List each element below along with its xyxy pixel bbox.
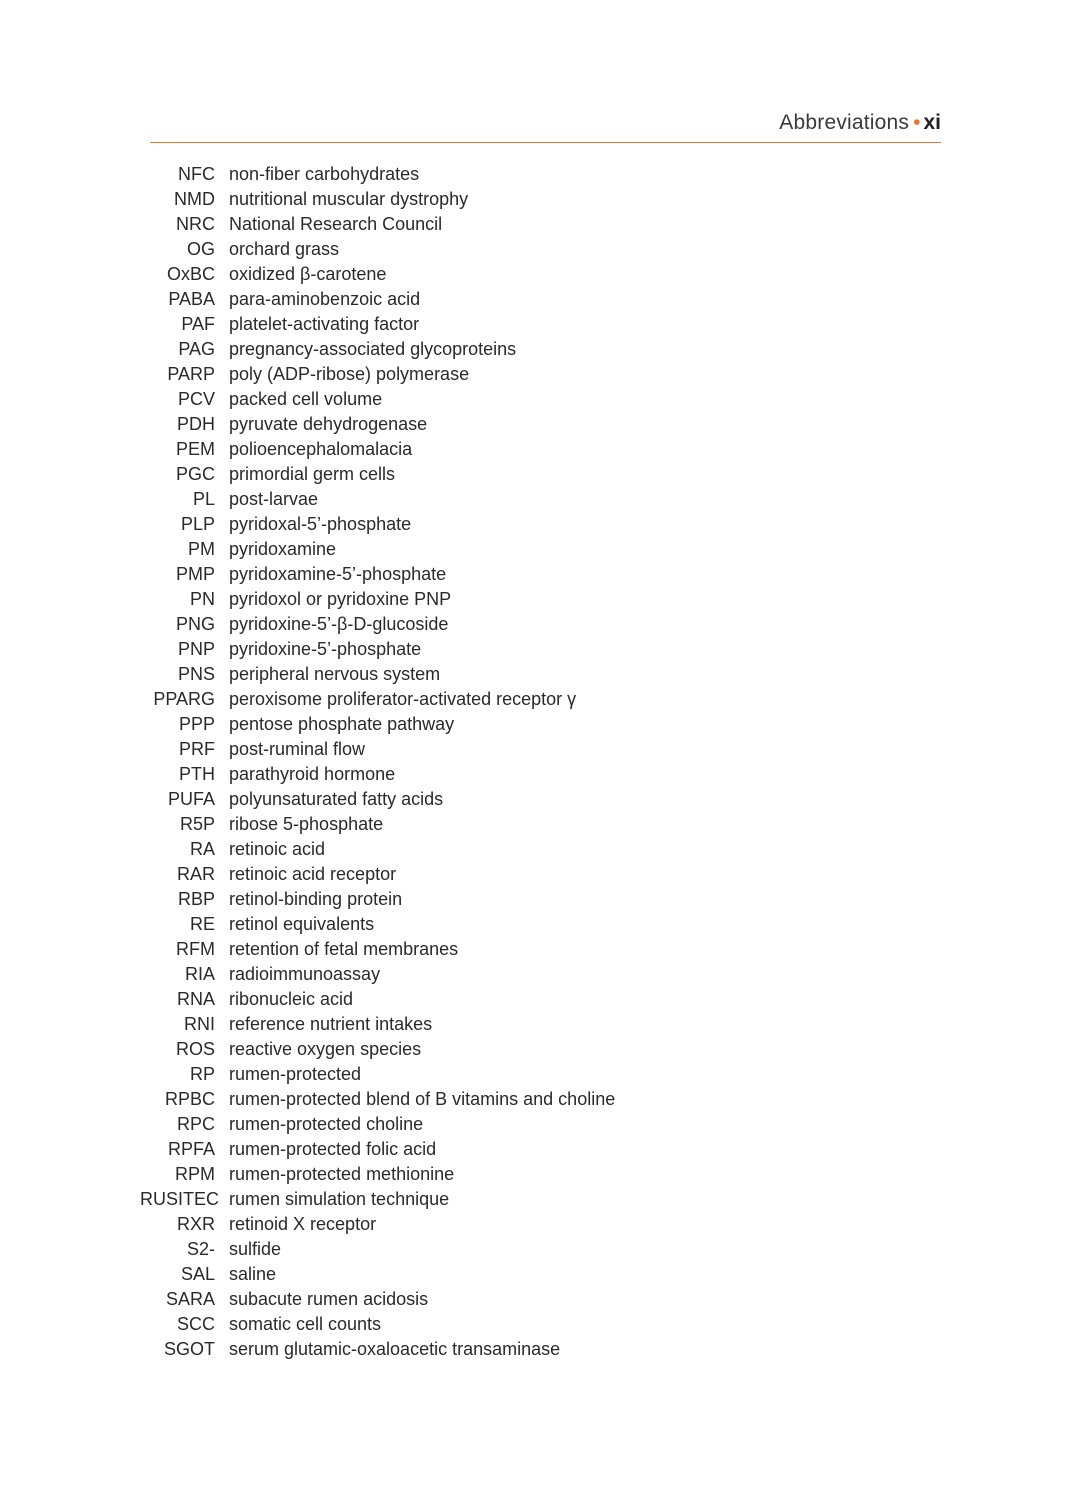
abbreviation-row	[140, 462, 615, 487]
abbreviation-definition: serum glutamic-oxaloacetic transaminase	[229, 1339, 561, 1359]
running-head	[150, 108, 941, 138]
abbreviation-term: RPFA	[167, 1139, 215, 1159]
abbreviation-term: RAR	[176, 864, 215, 884]
abbreviation-definition: primordial germ cells	[229, 464, 396, 484]
abbreviation-term: RPM	[175, 1164, 215, 1184]
abbreviation-definition: nutritional muscular dystrophy	[229, 189, 469, 209]
abbreviation-definition: non-fiber carbohydrates	[229, 164, 420, 184]
abbreviation-definition: retinoid X receptor	[229, 1214, 377, 1234]
abbreviation-row	[140, 637, 615, 662]
abbreviation-row	[140, 337, 615, 362]
abbreviation-definition: orchard grass	[229, 239, 340, 259]
abbreviation-definition: peripheral nervous system	[229, 664, 441, 684]
abbreviation-row	[140, 487, 615, 512]
abbreviation-row	[140, 1187, 615, 1212]
abbreviation-term: PPP	[178, 714, 215, 734]
abbreviation-row	[140, 662, 615, 687]
abbreviation-row	[140, 587, 615, 612]
abbreviation-row	[140, 912, 615, 937]
abbreviation-row	[140, 1062, 615, 1087]
abbreviation-definition: packed cell volume	[229, 389, 383, 409]
abbreviation-definition: rumen-protected methionine	[229, 1164, 455, 1184]
abbreviation-row	[140, 1237, 615, 1262]
abbreviation-definition: parathyroid hormone	[229, 764, 396, 784]
abbreviation-row	[140, 712, 615, 737]
abbreviation-definition: retention of fetal membranes	[229, 939, 459, 959]
abbreviation-row	[140, 212, 615, 237]
abbreviation-term: RPC	[176, 1114, 215, 1134]
abbreviation-definition: pyridoxine-5’-phosphate	[229, 639, 422, 659]
abbreviation-term: OxBC	[166, 264, 215, 284]
abbreviation-definition: rumen simulation technique	[229, 1189, 450, 1209]
abbreviation-term: RNI	[184, 1014, 215, 1034]
abbreviation-term: PL	[192, 489, 215, 509]
abbreviation-definition: post-ruminal flow	[229, 739, 366, 759]
abbreviation-definition: reference nutrient intakes	[229, 1014, 433, 1034]
header-rule	[150, 142, 941, 143]
abbreviation-definition: para-aminobenzoic acid	[229, 289, 421, 309]
abbreviation-term: RPBC	[164, 1089, 215, 1109]
abbreviation-term: RE	[189, 914, 215, 934]
abbreviation-definition: retinol equivalents	[229, 914, 375, 934]
abbreviation-definition: sulfide	[229, 1239, 282, 1259]
abbreviation-term: SCC	[176, 1314, 215, 1334]
abbreviation-definition: peroxisome proliferator-activated receptor γ	[229, 689, 577, 709]
abbreviation-definition: pyridoxamine	[229, 539, 337, 559]
abbreviation-row	[140, 162, 615, 187]
abbreviation-row	[140, 287, 615, 312]
abbreviation-definition: retinol-binding protein	[229, 889, 403, 909]
abbreviation-row	[140, 987, 615, 1012]
abbreviation-definition: ribose 5-phosphate	[229, 814, 384, 834]
abbreviation-row	[140, 537, 615, 562]
abbreviation-definition: somatic cell counts	[229, 1314, 382, 1334]
abbreviation-term: PRF	[179, 739, 215, 759]
abbreviation-term: PNP	[177, 639, 215, 659]
abbreviation-term: RFM	[176, 939, 215, 959]
abbreviation-definition: rumen-protected	[229, 1064, 362, 1084]
abbreviation-row	[140, 737, 615, 762]
abbreviation-term: PM	[188, 539, 215, 559]
abbreviation-row	[140, 1337, 615, 1362]
abbreviation-row	[140, 387, 615, 412]
abbreviation-term: RP	[189, 1064, 215, 1084]
abbreviation-row	[140, 312, 615, 337]
running-head-section: Abbreviations	[779, 111, 910, 134]
abbreviation-term: PMP	[175, 564, 215, 584]
abbreviation-row	[140, 437, 615, 462]
abbreviation-term: SGOT	[163, 1339, 215, 1359]
abbreviation-row	[140, 1037, 615, 1062]
abbreviation-definition: National Research Council	[229, 214, 443, 234]
abbreviation-term: PCV	[177, 389, 215, 409]
abbreviation-term: R5P	[179, 814, 215, 834]
abbreviation-term: PARP	[167, 364, 215, 384]
abbreviation-row	[140, 562, 615, 587]
abbreviation-term: RUSITEC	[140, 1189, 220, 1209]
abbreviation-term: PNS	[177, 664, 215, 684]
abbreviation-row	[140, 1087, 615, 1112]
abbreviation-row	[140, 937, 615, 962]
abbreviation-term: RA	[189, 839, 215, 859]
abbreviation-term: PAG	[178, 339, 215, 359]
abbreviation-term: ROS	[175, 1039, 215, 1059]
abbreviation-row	[140, 262, 615, 287]
abbreviation-term: PGC	[175, 464, 215, 484]
abbreviation-row	[140, 862, 615, 887]
abbreviation-definition: pyridoxol or pyridoxine PNP	[229, 589, 452, 609]
abbreviation-term: PTH	[179, 764, 215, 784]
abbreviation-row	[140, 687, 615, 712]
abbreviation-row	[140, 787, 615, 812]
page-number: xi	[923, 111, 941, 134]
abbreviation-row	[140, 1162, 615, 1187]
abbreviation-definition: oxidized β-carotene	[229, 264, 387, 284]
abbreviation-term: PABA	[168, 289, 215, 309]
abbreviation-term: PN	[189, 589, 215, 609]
abbreviation-definition: pyridoxine-5’-β-D-glucoside	[229, 614, 449, 634]
abbreviation-term: PDH	[176, 414, 215, 434]
abbreviation-term: NMD	[174, 189, 215, 209]
abbreviation-definition: rumen-protected folic acid	[229, 1139, 437, 1159]
abbreviation-definition: polioencephalomalacia	[229, 439, 413, 459]
abbreviation-term: S2-	[186, 1239, 215, 1259]
abbreviation-definition: post-larvae	[229, 489, 319, 509]
abbreviation-row	[140, 837, 615, 862]
abbreviation-term: SARA	[165, 1289, 215, 1309]
abbreviation-term: PNG	[175, 614, 215, 634]
abbreviation-definition: pyruvate dehydrogenase	[229, 414, 428, 434]
abbreviation-term: RIA	[184, 964, 215, 984]
abbreviation-definition: poly (ADP-ribose) polymerase	[229, 364, 470, 384]
abbreviation-term: RBP	[177, 889, 215, 909]
abbreviation-row	[140, 887, 615, 912]
abbreviation-definition: platelet-activating factor	[229, 314, 420, 334]
abbreviation-row	[140, 1262, 615, 1287]
abbreviation-row	[140, 612, 615, 637]
abbreviation-term: NRC	[176, 214, 215, 234]
abbreviation-row	[140, 187, 615, 212]
abbreviation-row	[140, 1287, 615, 1312]
abbreviation-row	[140, 962, 615, 987]
abbreviation-row	[140, 1012, 615, 1037]
abbreviation-term: RXR	[176, 1214, 215, 1234]
abbreviation-definition: subacute rumen acidosis	[229, 1289, 429, 1309]
abbreviation-definition: pyridoxal-5’-phosphate	[229, 514, 412, 534]
abbreviation-term: OG	[186, 239, 215, 259]
abbreviation-definition: rumen-protected choline	[229, 1114, 424, 1134]
abbreviation-definition: pregnancy-associated glycoproteins	[229, 339, 517, 359]
running-head-bullet: •	[913, 111, 921, 134]
abbreviation-definition: reactive oxygen species	[229, 1039, 422, 1059]
abbreviation-definition: saline	[229, 1264, 277, 1284]
abbreviation-term: SAL	[180, 1264, 215, 1284]
abbreviation-definition: retinoic acid receptor	[229, 864, 397, 884]
abbreviation-term: PPARG	[153, 689, 215, 709]
abbreviation-term: PAF	[181, 314, 215, 334]
abbreviation-list	[140, 162, 615, 1362]
abbreviation-definition: pyridoxamine-5’-phosphate	[229, 564, 447, 584]
abbreviation-term: NFC	[178, 164, 215, 184]
abbreviation-row	[140, 1212, 615, 1237]
abbreviation-row	[140, 1112, 615, 1137]
abbreviation-row	[140, 762, 615, 787]
abbreviation-term: PUFA	[167, 789, 215, 809]
abbreviation-term: PLP	[180, 514, 215, 534]
abbreviation-definition: retinoic acid	[229, 839, 326, 859]
abbreviation-definition: rumen-protected blend of B vitamins and choline	[229, 1089, 616, 1109]
abbreviation-definition: ribonucleic acid	[229, 989, 354, 1009]
abbreviation-row	[140, 512, 615, 537]
abbreviation-row	[140, 237, 615, 262]
abbreviation-term: RNA	[176, 989, 215, 1009]
abbreviation-definition: radioimmunoassay	[229, 964, 381, 984]
abbreviation-row	[140, 362, 615, 387]
abbreviation-term: PEM	[175, 439, 215, 459]
abbreviation-row	[140, 1312, 615, 1337]
abbreviation-row	[140, 412, 615, 437]
abbreviation-definition: pentose phosphate pathway	[229, 714, 455, 734]
abbreviation-definition: polyunsaturated fatty acids	[229, 789, 444, 809]
abbreviation-row	[140, 1137, 615, 1162]
abbreviation-row	[140, 812, 615, 837]
